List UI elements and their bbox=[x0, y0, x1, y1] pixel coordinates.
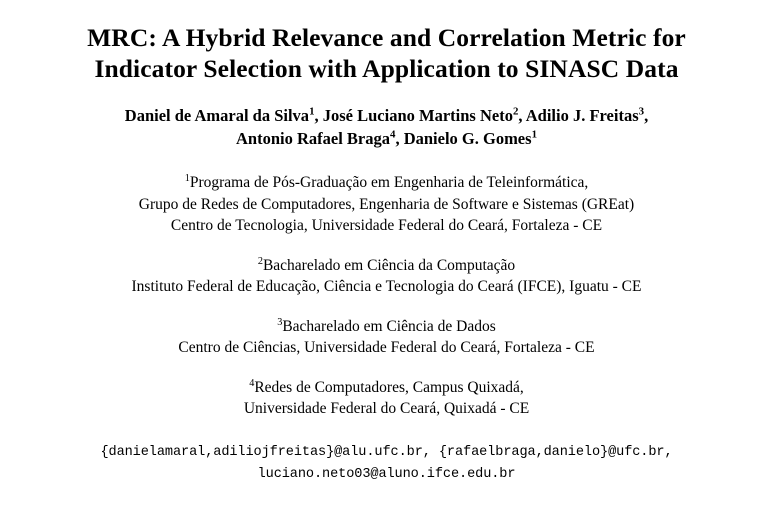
email-line-1[interactable]: {danielamaral,adiliojfreitas}@alu.ufc.br, {rafaelbraga,danielo}@ufc.br, bbox=[100, 444, 673, 460]
affiliation-block-4 bbox=[0, 377, 773, 420]
author-list bbox=[0, 104, 773, 150]
affiliation-marker: 2 bbox=[257, 255, 263, 267]
author-separator: , bbox=[644, 106, 649, 125]
affiliation-line bbox=[0, 255, 773, 277]
author-separator: , bbox=[518, 106, 526, 125]
affiliation-line: Centro de Ciências, Universidade Federal do Ceará, Fortaleza - CE bbox=[178, 339, 595, 356]
author-name: Daniel de Amaral da Silva bbox=[124, 106, 310, 125]
author-name: Danielo G. Gomes bbox=[403, 129, 532, 148]
affiliation-marker: 4 bbox=[249, 377, 255, 389]
affiliation-block-2 bbox=[0, 255, 773, 298]
affiliation-line bbox=[0, 316, 773, 338]
author-affiliation-marker: 4 bbox=[390, 128, 396, 141]
affiliation-text: Redes de Computadores, Campus Quixadá, bbox=[254, 378, 524, 396]
affiliation-line bbox=[0, 377, 773, 399]
author-separator: , bbox=[314, 106, 323, 125]
title-line-1: MRC: A Hybrid Relevance and Correlation Metric for bbox=[87, 23, 686, 52]
author-line-1 bbox=[0, 104, 773, 127]
author-name: José Luciano Martins Neto bbox=[322, 106, 513, 125]
affiliation-line: Universidade Federal do Ceará, Quixadá - CE bbox=[243, 400, 530, 417]
author-separator: , bbox=[395, 129, 404, 148]
affiliation-line: Instituto Federal de Educação, Ciência e Tecnologia do Ceará (IFCE), Iguatu - CE bbox=[131, 278, 642, 295]
author-affiliation-marker: 1 bbox=[309, 105, 315, 118]
author-affiliation-marker: 3 bbox=[638, 105, 645, 118]
affiliation-line: Grupo de Redes de Computadores, Engenharia de Software e Sistemas (GREat) bbox=[138, 195, 635, 213]
affiliation-text: Bacharelado em Ciência de Dados bbox=[282, 317, 496, 335]
affiliation-text: Programa de Pós-Graduação em Engenharia de Teleinformática, bbox=[189, 174, 589, 191]
affiliation-block-1 bbox=[0, 172, 773, 237]
author-name: Antonio Rafael Braga bbox=[236, 129, 390, 148]
contact-emails bbox=[0, 442, 773, 486]
title-line-2: Indicator Selection with Application to SINASC Data bbox=[94, 54, 679, 83]
email-line-2[interactable]: luciano.neto03@aluno.ifce.edu.br bbox=[257, 466, 516, 482]
affiliation-text: Bacharelado em Ciência da Computação bbox=[262, 256, 516, 274]
author-affiliation-marker: 1 bbox=[531, 128, 537, 141]
affiliation-marker: 1 bbox=[184, 172, 190, 184]
author-line-2 bbox=[0, 127, 773, 150]
paper-title bbox=[0, 22, 773, 84]
author-affiliation-marker: 2 bbox=[512, 105, 519, 118]
affiliation-line bbox=[0, 172, 773, 194]
affiliation-block-3 bbox=[0, 316, 773, 359]
affiliation-line: Centro de Tecnologia, Universidade Federal do Ceará, Fortaleza - CE bbox=[170, 217, 603, 234]
affiliation-marker: 3 bbox=[277, 316, 283, 328]
affiliation-list bbox=[0, 172, 773, 420]
author-name: Adilio J. Freitas bbox=[525, 106, 639, 125]
